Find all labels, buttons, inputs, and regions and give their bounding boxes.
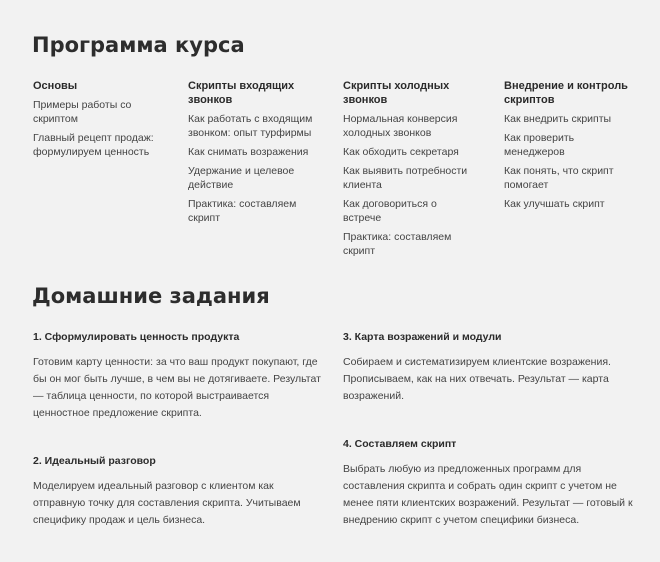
homework-task-4 [343, 437, 643, 529]
homework-title: Домашние задания [32, 284, 270, 308]
task-title: 2. Идеальный разговор [33, 455, 156, 467]
column-item: Примеры работы со скриптом [33, 99, 132, 125]
column-title: Внедрение и контроль скриптов [504, 80, 628, 106]
program-column-implementation [504, 79, 654, 216]
column-item: Практика: составляем скрипт [188, 198, 297, 224]
task-text: Собираем и систематизируем клиентские возражения. Прописываем, как на них отвечать. Результат — карта возражений. [343, 356, 611, 402]
program-column-basics [33, 79, 183, 164]
task-title: 4. Составляем скрипт [343, 438, 457, 450]
homework-task-2 [33, 454, 333, 529]
column-item: Как снимать возражения [188, 146, 309, 158]
column-item: Как понять, что скрипт помогает [504, 165, 614, 191]
column-item: Как выявить потребности клиента [343, 165, 468, 191]
program-column-incoming [188, 79, 338, 230]
column-title: Основы [33, 80, 78, 92]
column-title: Скрипты входящих звонков [188, 80, 295, 106]
column-item: Удержание и целевое действие [188, 165, 295, 191]
program-column-cold [343, 79, 493, 263]
task-text: Моделируем идеальный разговор с клиентом как отправную точку для составления скрипта. Учитываем специфику продаж и цель бизнеса. [33, 480, 301, 526]
homework-task-1 [33, 330, 333, 422]
task-text: Выбрать любую из предложенных программ для составления скрипта и собрать один скрипт с учетом не менее пяти клиентских возражений. Результат — готовый к внедрению скрипт с учетом специфики бизнеса. [343, 463, 633, 526]
task-title: 3. Карта возражений и модули [343, 331, 502, 343]
column-item: Практика: составляем скрипт [343, 231, 452, 257]
task-title: 1. Сформулировать ценность продукта [33, 331, 240, 343]
column-title: Скрипты холодных звонков [343, 80, 450, 106]
column-item: Как договориться о встрече [343, 198, 437, 224]
homework-task-3 [343, 330, 643, 405]
column-item: Как работать с входящим звонком: опыт турфирмы [188, 113, 313, 139]
column-item: Как проверить менеджеров [504, 132, 575, 158]
column-item: Нормальная конверсия холодных звонков [343, 113, 458, 139]
column-item: Как улучшать скрипт [504, 198, 605, 210]
task-text: Готовим карту ценности: за что ваш продукт покупают, где бы он мог быть лучше, в чем вы не дотягиваете. Результат — таблица ценности, по которой выстраивается ценностное предложение скрипта. [33, 356, 321, 419]
program-title: Программа курса [32, 33, 245, 57]
column-item: Как обходить секретаря [343, 146, 459, 158]
column-item: Главный рецепт продаж: формулируем ценность [33, 132, 154, 158]
column-item: Как внедрить скрипты [504, 113, 612, 125]
